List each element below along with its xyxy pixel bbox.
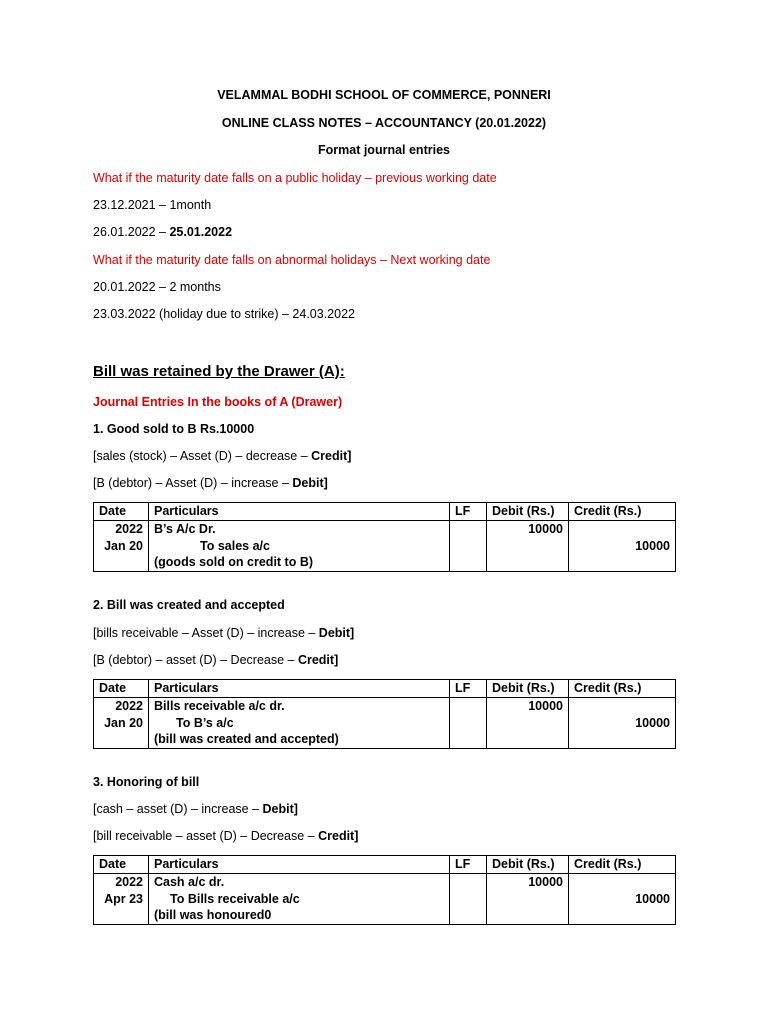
header-credit: Credit (Rs.) <box>569 503 676 521</box>
entry-debit: 10000 <box>487 521 569 572</box>
header-lf: LF <box>450 680 487 698</box>
entry-3-rule-1: [cash – asset (D) – increase – Debit] <box>93 802 298 816</box>
entry-credit: 10000 <box>569 521 676 572</box>
section-subtitle: Journal Entries In the books of A (Drawer) <box>93 395 343 409</box>
entry-debit: 10000 <box>487 698 569 749</box>
entry-date: 2022 Jan 20 <box>94 698 149 749</box>
entry-3-rule-2: [bill receivable – asset (D) – Decrease – Credit] <box>93 829 359 843</box>
header-particulars: Particulars <box>149 856 450 874</box>
abnormal-holiday-rule: What if the maturity date falls on abnormal holidays – Next working date <box>93 253 491 267</box>
header-particulars: Particulars <box>149 680 450 698</box>
entry-lf <box>450 874 487 925</box>
header-date: Date <box>94 503 149 521</box>
entry-date: 2022 Jan 20 <box>94 521 149 572</box>
header-debit: Debit (Rs.) <box>487 680 569 698</box>
public-holiday-rule: What if the maturity date falls on a public holiday – previous working date <box>93 171 497 185</box>
section-title: Bill was retained by the Drawer (A): <box>93 363 345 380</box>
header-credit: Credit (Rs.) <box>569 856 676 874</box>
example-1-line-2: 26.01.2022 – 25.01.2022 <box>93 225 233 239</box>
header-particulars: Particulars <box>149 503 450 521</box>
entry-1-rule-2: [B (debtor) – Asset (D) – increase – Debit] <box>93 476 328 490</box>
entry-particulars: Cash a/c dr. To Bills receivable a/c (bill was honoured0 <box>149 874 450 925</box>
example-2-line-1: 20.01.2022 – 2 months <box>93 280 221 294</box>
topic-title: Format journal entries <box>318 143 450 157</box>
example-1-line-1: 23.12.2021 – 1month <box>93 198 212 212</box>
entry-particulars: B’s A/c Dr. To sales a/c (goods sold on credit to B) <box>149 521 450 572</box>
notes-title: ONLINE CLASS NOTES – ACCOUNTANCY (20.01.2022) <box>221 116 547 130</box>
entry-debit: 10000 <box>487 874 569 925</box>
header-lf: LF <box>450 503 487 521</box>
entry-2-rule-1: [bills receivable – Asset (D) – increase – Debit] <box>93 626 355 640</box>
header-date: Date <box>94 856 149 874</box>
journal-table-1 <box>93 502 676 572</box>
header-lf: LF <box>450 856 487 874</box>
entry-2-rule-2: [B (debtor) – asset (D) – Decrease – Credit] <box>93 653 339 667</box>
entry-2-heading: 2. Bill was created and accepted <box>93 598 285 612</box>
header-date: Date <box>94 680 149 698</box>
header-debit: Debit (Rs.) <box>487 503 569 521</box>
entry-1-rule-1: [sales (stock) – Asset (D) – decrease – Credit] <box>93 449 352 463</box>
entry-lf <box>450 521 487 572</box>
school-name: VELAMMAL BODHI SCHOOL OF COMMERCE, PONNERI <box>217 88 551 102</box>
header-credit: Credit (Rs.) <box>569 680 676 698</box>
entry-1-heading: 1. Good sold to B Rs.10000 <box>93 422 255 436</box>
entry-particulars: Bills receivable a/c dr. To B’s a/c (bill was created and accepted) <box>149 698 450 749</box>
example-2-line-2: 23.03.2022 (holiday due to strike) – 24.03.2022 <box>93 307 355 321</box>
journal-table-3 <box>93 855 676 925</box>
entry-3-heading: 3. Honoring of bill <box>93 775 200 789</box>
entry-date: 2022 Apr 23 <box>94 874 149 925</box>
journal-table-2 <box>93 679 676 749</box>
entry-credit: 10000 <box>569 874 676 925</box>
entry-lf <box>450 698 487 749</box>
entry-credit: 10000 <box>569 698 676 749</box>
header-debit: Debit (Rs.) <box>487 856 569 874</box>
